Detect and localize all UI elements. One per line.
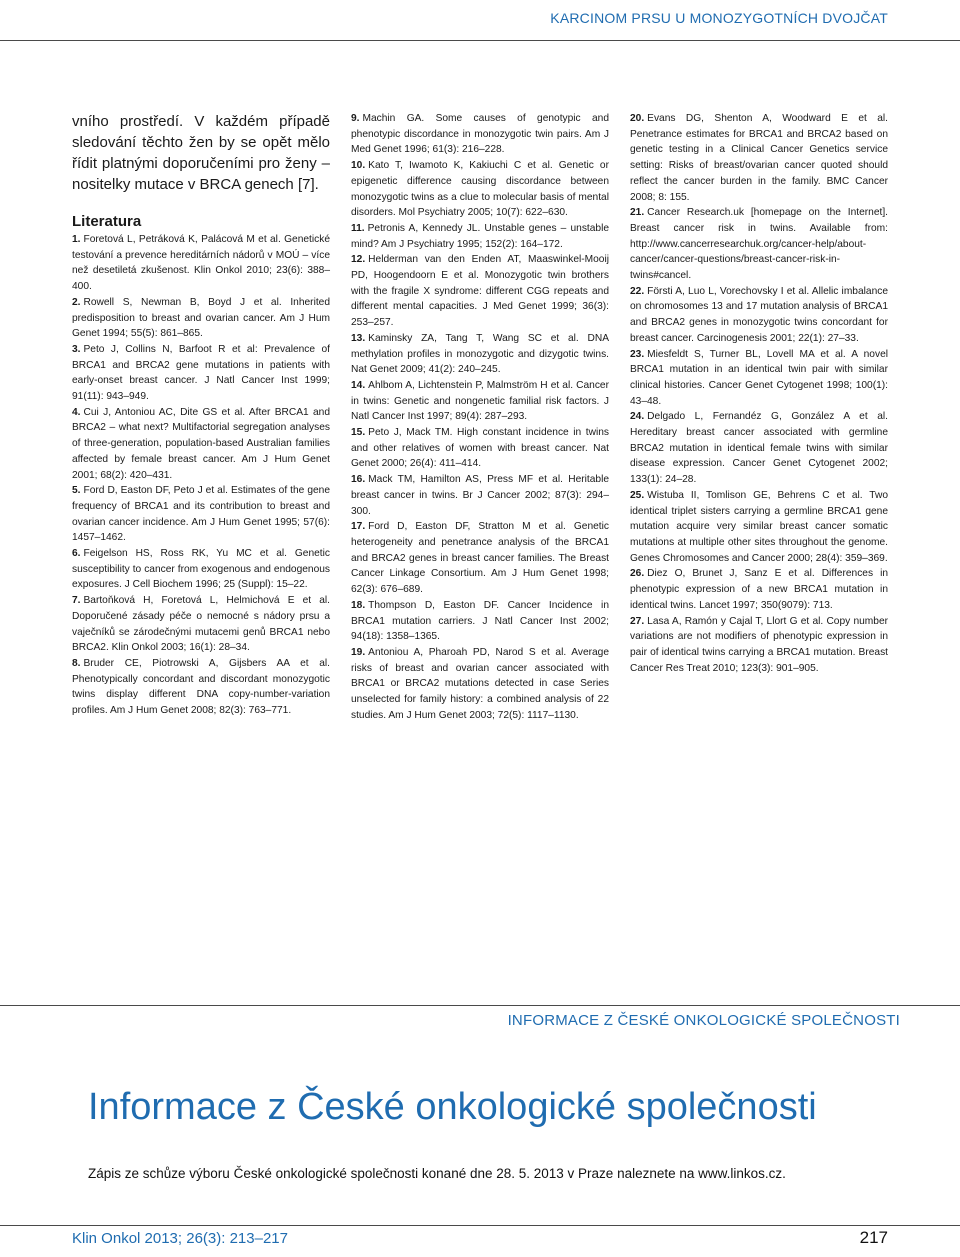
- reference-text: Foretová L, Petráková K, Palácová M et al. Genetické testování a prevence hereditárních nádorů v MOÚ – více než desetiletá zkušenost. Klin Onkol 2010; 23(6): 388–400.: [72, 234, 330, 293]
- reference-text: Wistuba II, Tomlison GE, Behrens C et al. Two identical triplet sisters carrying a germline BRCA1 gene mutation acquire very similar breast cancer somatic mutations at multiple other sites throughout the genome. Genes Chromosomes and Cancer 2000; 28(4): 359–369.: [630, 489, 888, 564]
- reference-number: 8.: [72, 657, 81, 669]
- reference-item: [630, 284, 888, 347]
- reference-item: [72, 295, 330, 342]
- reference-text: Försti A, Luo L, Vorechovsky I et al. Allelic imbalance on chromosomes 13 and 17 mutation analysis of BRCA1 and BRCA2 genes in monozygotic twins concordant for breast cancer. Carcinogenesis 2001; 22(1): 27–33.: [630, 285, 888, 344]
- reference-item: [351, 519, 609, 598]
- reference-text: Evans DG, Shenton A, Woodward E et al. Penetrance estimates for BRCA1 and BRCA2 based on genetic testing in a Clinical Cancer Genetics service setting: Risks of breast/ovarian cancer quoted should reflect the cancer burden in the family. BMC Cancer 2008; 8: 155.: [630, 113, 888, 203]
- reference-text: Lasa A, Ramón y Cajal T, Llort G et al. Copy number variations are not modifiers of phenotypic expression in pair of identical twins carrying a BRCA1 mutation. Breast Cancer Res Treat 2010; 123(3): 901–905.: [630, 615, 888, 674]
- reference-text: Ford D, Easton DF, Stratton M et al. Genetic heterogeneity and penetrance analysis of the BRCA1 and BRCA2 genes in breast cancer families. The Breast Cancer Linkage Consortium. Am J Hum Genet 1998; 62(3): 676–689.: [351, 521, 609, 596]
- section-header: INFORMACE Z ČESKÉ ONKOLOGICKÉ SPOLEČNOSTI: [507, 1012, 900, 1029]
- reference-item: [351, 111, 609, 158]
- reference-text: Rowell S, Newman B, Boyd J et al. Inherited predisposition to breast and ovarian cancer. Am J Hum Genet 1994; 55(5): 861–865.: [72, 296, 330, 340]
- reference-number: 6.: [72, 548, 81, 560]
- reference-number: 9.: [351, 113, 360, 124]
- reference-item: [630, 347, 888, 410]
- reference-number: 15.: [351, 427, 366, 439]
- section-title: Informace z České onkologické společnosti: [88, 1086, 817, 1128]
- reference-item: [72, 342, 330, 405]
- reference-text: Feigelson HS, Ross RK, Yu MC et al. Genetic susceptibility to cancer from exogenous and endogenous exposures. J Cell Biochem 1996; 25 (Suppl): 15–22.: [72, 548, 330, 591]
- reference-item: [630, 566, 888, 613]
- reference-text: Kaminsky ZA, Tang T, Wang SC et al. DNA methylation profiles in monozygotic and dizygotic twins. Nat Genet 2009; 41(2): 240–245.: [351, 332, 609, 376]
- reference-number: 10.: [351, 160, 366, 172]
- reference-text: Petronis A, Kennedy JL. Unstable genes – unstable mind? Am J Psychiatry 1995; 152(2): 164–172.: [351, 222, 609, 250]
- reference-item: [351, 252, 609, 331]
- reference-text: Kato T, Iwamoto K, Kakiuchi C et al. Genetic or epigenetic difference causing discordance between monozygotic twins as a clue to molecular basis of mental disorders. Mol Psychiatry 2005; 10(7): 622–630.: [351, 160, 609, 219]
- reference-number: 18.: [351, 599, 366, 611]
- reference-text: Machin GA. Some causes of genotypic and phenotypic discordance in monozygotic twin pairs. Am J Med Genet 1996; 61(3): 216–228.: [351, 113, 609, 156]
- reference-number: 26.: [630, 568, 645, 580]
- reference-number: 11.: [351, 222, 365, 234]
- reference-number: 3.: [72, 343, 81, 355]
- intro-paragraph: vního prostředí. V každém případě sledování těchto žen by se opět mělo řídit platnými doporučeními pro ženy – nositelky mutace v BRCA genech [7].: [72, 113, 330, 193]
- reference-text: Thompson D, Easton DF. Cancer Incidence in BRCA1 mutation carriers. J Natl Cancer Inst 2002; 94(18): 1358–1365.: [351, 599, 609, 643]
- reference-item: [351, 378, 609, 425]
- column-3: [630, 111, 888, 676]
- footer-citation: Klin Onkol 2013; 26(3): 213–217: [72, 1230, 288, 1247]
- reference-text: Ahlbom A, Lichtenstein P, Malmström H et al. Cancer in twins: Genetic and nongenetic familial risk factors. J Natl Cancer Inst 1997; 89(4): 287–293.: [351, 379, 609, 423]
- reference-number: 4.: [72, 406, 81, 418]
- section-notice: Zápis ze schůze výboru České onkologické společnosti konané dne 28. 5. 2013 v Praze naleznete na www.linkos.cz.: [88, 1166, 786, 1181]
- reference-text: Peto J, Mack TM. High constant incidence in twins and other relatives of women with breast cancer. Nat Genet 2000; 26(4): 411–414.: [351, 427, 609, 470]
- reference-list-3: [630, 111, 888, 676]
- reference-item: [72, 405, 330, 484]
- header-divider: [0, 40, 960, 41]
- reference-number: 14.: [351, 379, 366, 391]
- reference-item: [630, 205, 888, 284]
- reference-number: 16.: [351, 474, 366, 486]
- reference-item: [72, 546, 330, 593]
- reference-number: 1.: [72, 234, 81, 245]
- literature-heading: Literatura: [72, 213, 142, 230]
- reference-text: Helderman van den Enden AT, Maaswinkel-Mooij PD, Hoogendoorn E et al. Monozygotic twin brothers with the fragile X syndrome: different CGG repeats and different mental capacities. J Med Genet 1999; 36(3): 253–257.: [351, 254, 609, 329]
- reference-text: Miesfeldt S, Turner BL, Lovell MA et al. A novel BRCA1 mutation in an identical twin pair with similar clinical histories. Cancer Genet Cytogenet 1998; 100(1): 43–48.: [630, 348, 888, 407]
- reference-text: Cancer Research.uk [homepage on the Internet]. Breast cancer risk in twins. Available from: http://www.cancerresearchuk.org/cancer-help/about-cancer/cancer-questions/breast-cancer-risk-in-twins#cancel.: [630, 207, 888, 282]
- column-2: [351, 111, 609, 723]
- reference-number: 20.: [630, 113, 645, 124]
- reference-list-1: [72, 232, 330, 719]
- reference-number: 21.: [630, 207, 645, 219]
- reference-text: Cui J, Antoniou AC, Dite GS et al. After BRCA1 and BRCA2 – what next? Multifactorial segregation analyses of three-generation, population-based Australian families affected by female breast cancer. Am J Hum Genet 2001; 68(2): 420–431.: [72, 406, 330, 481]
- reference-item: [351, 331, 609, 378]
- reference-item: [351, 645, 609, 724]
- reference-item: [72, 483, 330, 546]
- reference-item: [72, 656, 330, 719]
- reference-item: [72, 593, 330, 656]
- reference-number: 5.: [72, 485, 81, 497]
- reference-number: 27.: [630, 615, 645, 627]
- reference-item: [630, 614, 888, 677]
- reference-text: Diez O, Brunet J, Sanz E et al. Differences in phenotypic expression of a new BRCA1 mutation in identical twins. Lancet 1997; 350(9079): 713.: [630, 568, 888, 611]
- reference-item: [351, 221, 609, 252]
- reference-number: 23.: [630, 348, 645, 360]
- reference-number: 25.: [630, 489, 645, 501]
- footer-divider: [0, 1225, 960, 1226]
- reference-item: [351, 598, 609, 645]
- reference-number: 24.: [630, 411, 645, 423]
- reference-item: [351, 158, 609, 221]
- reference-item: [630, 111, 888, 205]
- reference-number: 13.: [351, 332, 366, 344]
- reference-item: [351, 425, 609, 472]
- running-title: KARCINOM PRSU U MONOZYGOTNÍCH DVOJČAT: [550, 10, 888, 26]
- section-divider: [0, 1005, 960, 1006]
- reference-number: 22.: [630, 285, 645, 297]
- reference-list-2: [351, 111, 609, 723]
- reference-text: Mack TM, Hamilton AS, Press MF et al. Heritable breast cancer in twins. Br J Cancer 2002; 87(3): 294–300.: [351, 474, 609, 517]
- reference-text: Bartoňková H, Foretová L, Helmichová E et al. Doporučené zásady péče o nemocné s nádory prsu a vaječníků se zárodečnými mutacemi genů BRCA1 nebo BRCA2. Klin Onkol 2003; 16(1): 28–34.: [72, 595, 330, 654]
- reference-text: Antoniou A, Pharoah PD, Narod S et al. Average risks of breast and ovarian cancer associated with BRCA1 or BRCA2 mutations detected in case Series unselected for family history: a combined analysis of 22 studies. Am J Hum Genet 2003; 72(5): 1117–1130.: [351, 646, 609, 721]
- reference-number: 12.: [351, 254, 366, 266]
- column-1: [72, 111, 330, 719]
- reference-item: [630, 409, 888, 488]
- reference-item: [351, 472, 609, 519]
- reference-number: 7.: [72, 595, 81, 607]
- reference-number: 2.: [72, 296, 81, 308]
- reference-item: [72, 232, 330, 295]
- reference-number: 17.: [351, 521, 366, 533]
- reference-text: Bruder CE, Piotrowski A, Gijsbers AA et al. Phenotypically concordant and discordant monozygotic twins display different DNA copy-number-variation profiles. Am J Hum Genet 2008; 82(3): 763–771.: [72, 657, 330, 717]
- reference-text: Peto J, Collins N, Barfoot R et al: Prevalence of BRCA1 and BRCA2 gene mutations in patients with early-onset breast cancer. J Natl Cancer Inst 1999; 91(11): 943–949.: [72, 343, 330, 403]
- reference-item: [630, 488, 888, 567]
- reference-text: Delgado L, Fernandéz G, González A et al. Hereditary breast cancer associated with germline BRCA2 mutation in identical female twins with similar disease expression. Cancer Genet Cytogenet 2002; 133(1): 24–28.: [630, 411, 888, 486]
- page-number: 217: [859, 1228, 888, 1247]
- reference-number: 19.: [351, 646, 366, 658]
- reference-text: Ford D, Easton DF, Peto J et al. Estimates of the gene frequency of BRCA1 and its contribution to breast and ovarian cancer incidence. Am J Hum Genet 1995; 57(6): 1457–1462.: [72, 485, 330, 544]
